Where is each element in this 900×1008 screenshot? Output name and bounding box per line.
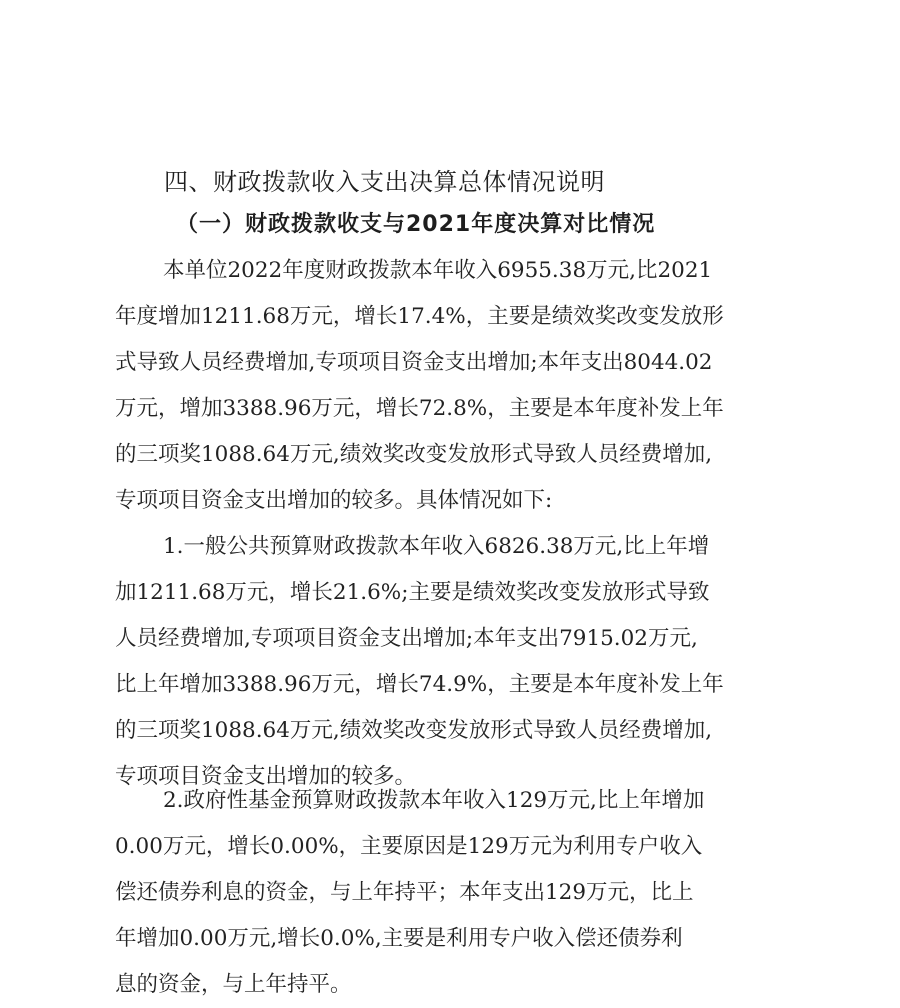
paragraph-line: 的三项奖1088.64万元,绩效奖改变发放形式导致人员经费增加,	[115, 718, 713, 743]
paragraph-line: 式导致人员经费增加,专项项目资金支出增加;本年支出8044.02	[115, 350, 713, 375]
paragraph-line: 息的资金，与上年持平。	[115, 972, 352, 997]
paragraph-line: 人员经费增加,专项项目资金支出增加;本年支出7915.02万元,	[115, 626, 698, 651]
paragraph-line: 本单位2022年度财政拨款本年收入6955.38万元,比2021	[163, 258, 713, 283]
paragraph-overview	[115, 248, 795, 524]
paragraph-line: 偿还债券利息的资金，与上年持平；本年支出129万元，比上	[115, 880, 694, 905]
paragraph-line: 万元，增加3388.96万元，增长72.8%，主要是本年度补发上年	[115, 396, 724, 421]
paragraph-line: 的三项奖1088.64万元,绩效奖改变发放形式导致人员经费增加,	[115, 442, 713, 467]
paragraph-line: 2.政府性基金预算财政拨款本年收入129万元,比上年增加	[163, 788, 705, 813]
section-title: 四、财政拨款收入支出决算总体情况说明	[164, 168, 605, 196]
paragraph-line: 1.一般公共预算财政拨款本年收入6826.38万元,比上年增	[163, 534, 710, 559]
paragraph-line: 加1211.68万元，增长21.6%;主要是绩效奖改变发放形式导致	[115, 580, 710, 605]
paragraph-fund-budget	[115, 778, 795, 1008]
paragraph-general-budget	[115, 524, 795, 800]
paragraph-line: 年度增加1211.68万元，增长17.4%，主要是绩效奖改变发放形	[115, 304, 724, 329]
paragraph-line: 年增加0.00万元,增长0.0%,主要是利用专户收入偿还债券利	[115, 926, 683, 951]
paragraph-line: 0.00万元，增长0.00%，主要原因是129万元为利用专户收入	[115, 834, 703, 859]
paragraph-line: 比上年增加3388.96万元，增长74.9%，主要是本年度补发上年	[115, 672, 724, 697]
paragraph-line: 专项项目资金支出增加的较多。	[115, 764, 417, 789]
paragraph-line: 专项项目资金支出增加的较多。具体情况如下:	[115, 488, 553, 513]
subsection-title: （一）财政拨款收支与2021年度决算对比情况	[176, 212, 656, 237]
